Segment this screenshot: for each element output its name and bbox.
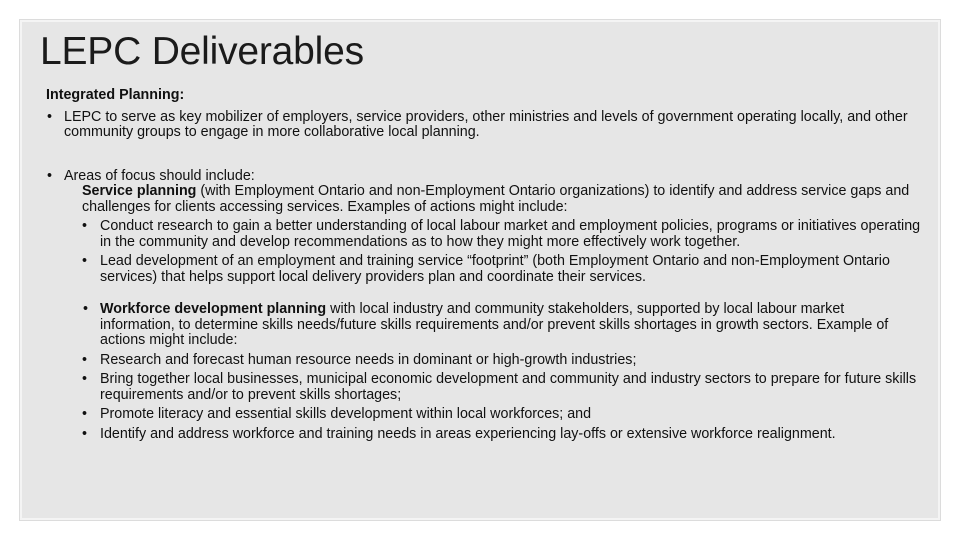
workforce-planning-paragraph [46,302,932,349]
integrated-planning-heading: Integrated Planning: [46,87,185,103]
workforce-action-item: • Research and forecast human resource needs in dominant or high-growth industries; [46,353,932,369]
slide [20,20,940,520]
workforce-action-item: • Identify and address workforce and training needs in areas experiencing lay-offs or extensive workforce realignment. [46,427,932,443]
workforce-planning-label: Workforce development planning [100,301,327,317]
service-action-item: • Conduct research to gain a better understanding of local labour market and employment policies, programs or initiatives operating in the community and develop recommendations as to how they might more effectively work together. [46,219,932,250]
workforce-action-item: • Promote literacy and essential skills development within local workforces; and [46,407,932,423]
workforce-action-item: • Bring together local businesses, municipal economic development and community and industry sectors to prepare for future skills requirements and/or to prevent skills shortages; [46,372,932,403]
service-planning-text: (with Employment Ontario and non-Employment Ontario organizations) to identify and address service gaps and challenges for clients accessing services. Examples of actions might include: [82,183,910,215]
slide-body [46,88,932,442]
slide-title: LEPC Deliverables [40,30,364,73]
service-action-item: • Lead development of an employment and training service “footprint” (both Employment Ontario and non-Employment Ontario services) that helps support local delivery providers plan and coordinate their services. [46,254,932,285]
bullet-mobilizer: • LEPC to serve as key mobilizer of employers, service providers, other ministries and levels of government operating locally, and other community groups to engage in more collaborative local planning. [46,110,932,141]
bullet-areas-of-focus: • Areas of focus should include: [46,169,932,185]
workforce-planning-text: with local industry and community stakeholders, supported by local labour market information, to determine skills needs/future skills requirements and/or prevent skills shortages in growth sectors. Example of actions might include: [100,301,889,348]
service-planning-label: Service planning [82,183,197,199]
service-planning-paragraph [46,184,932,215]
